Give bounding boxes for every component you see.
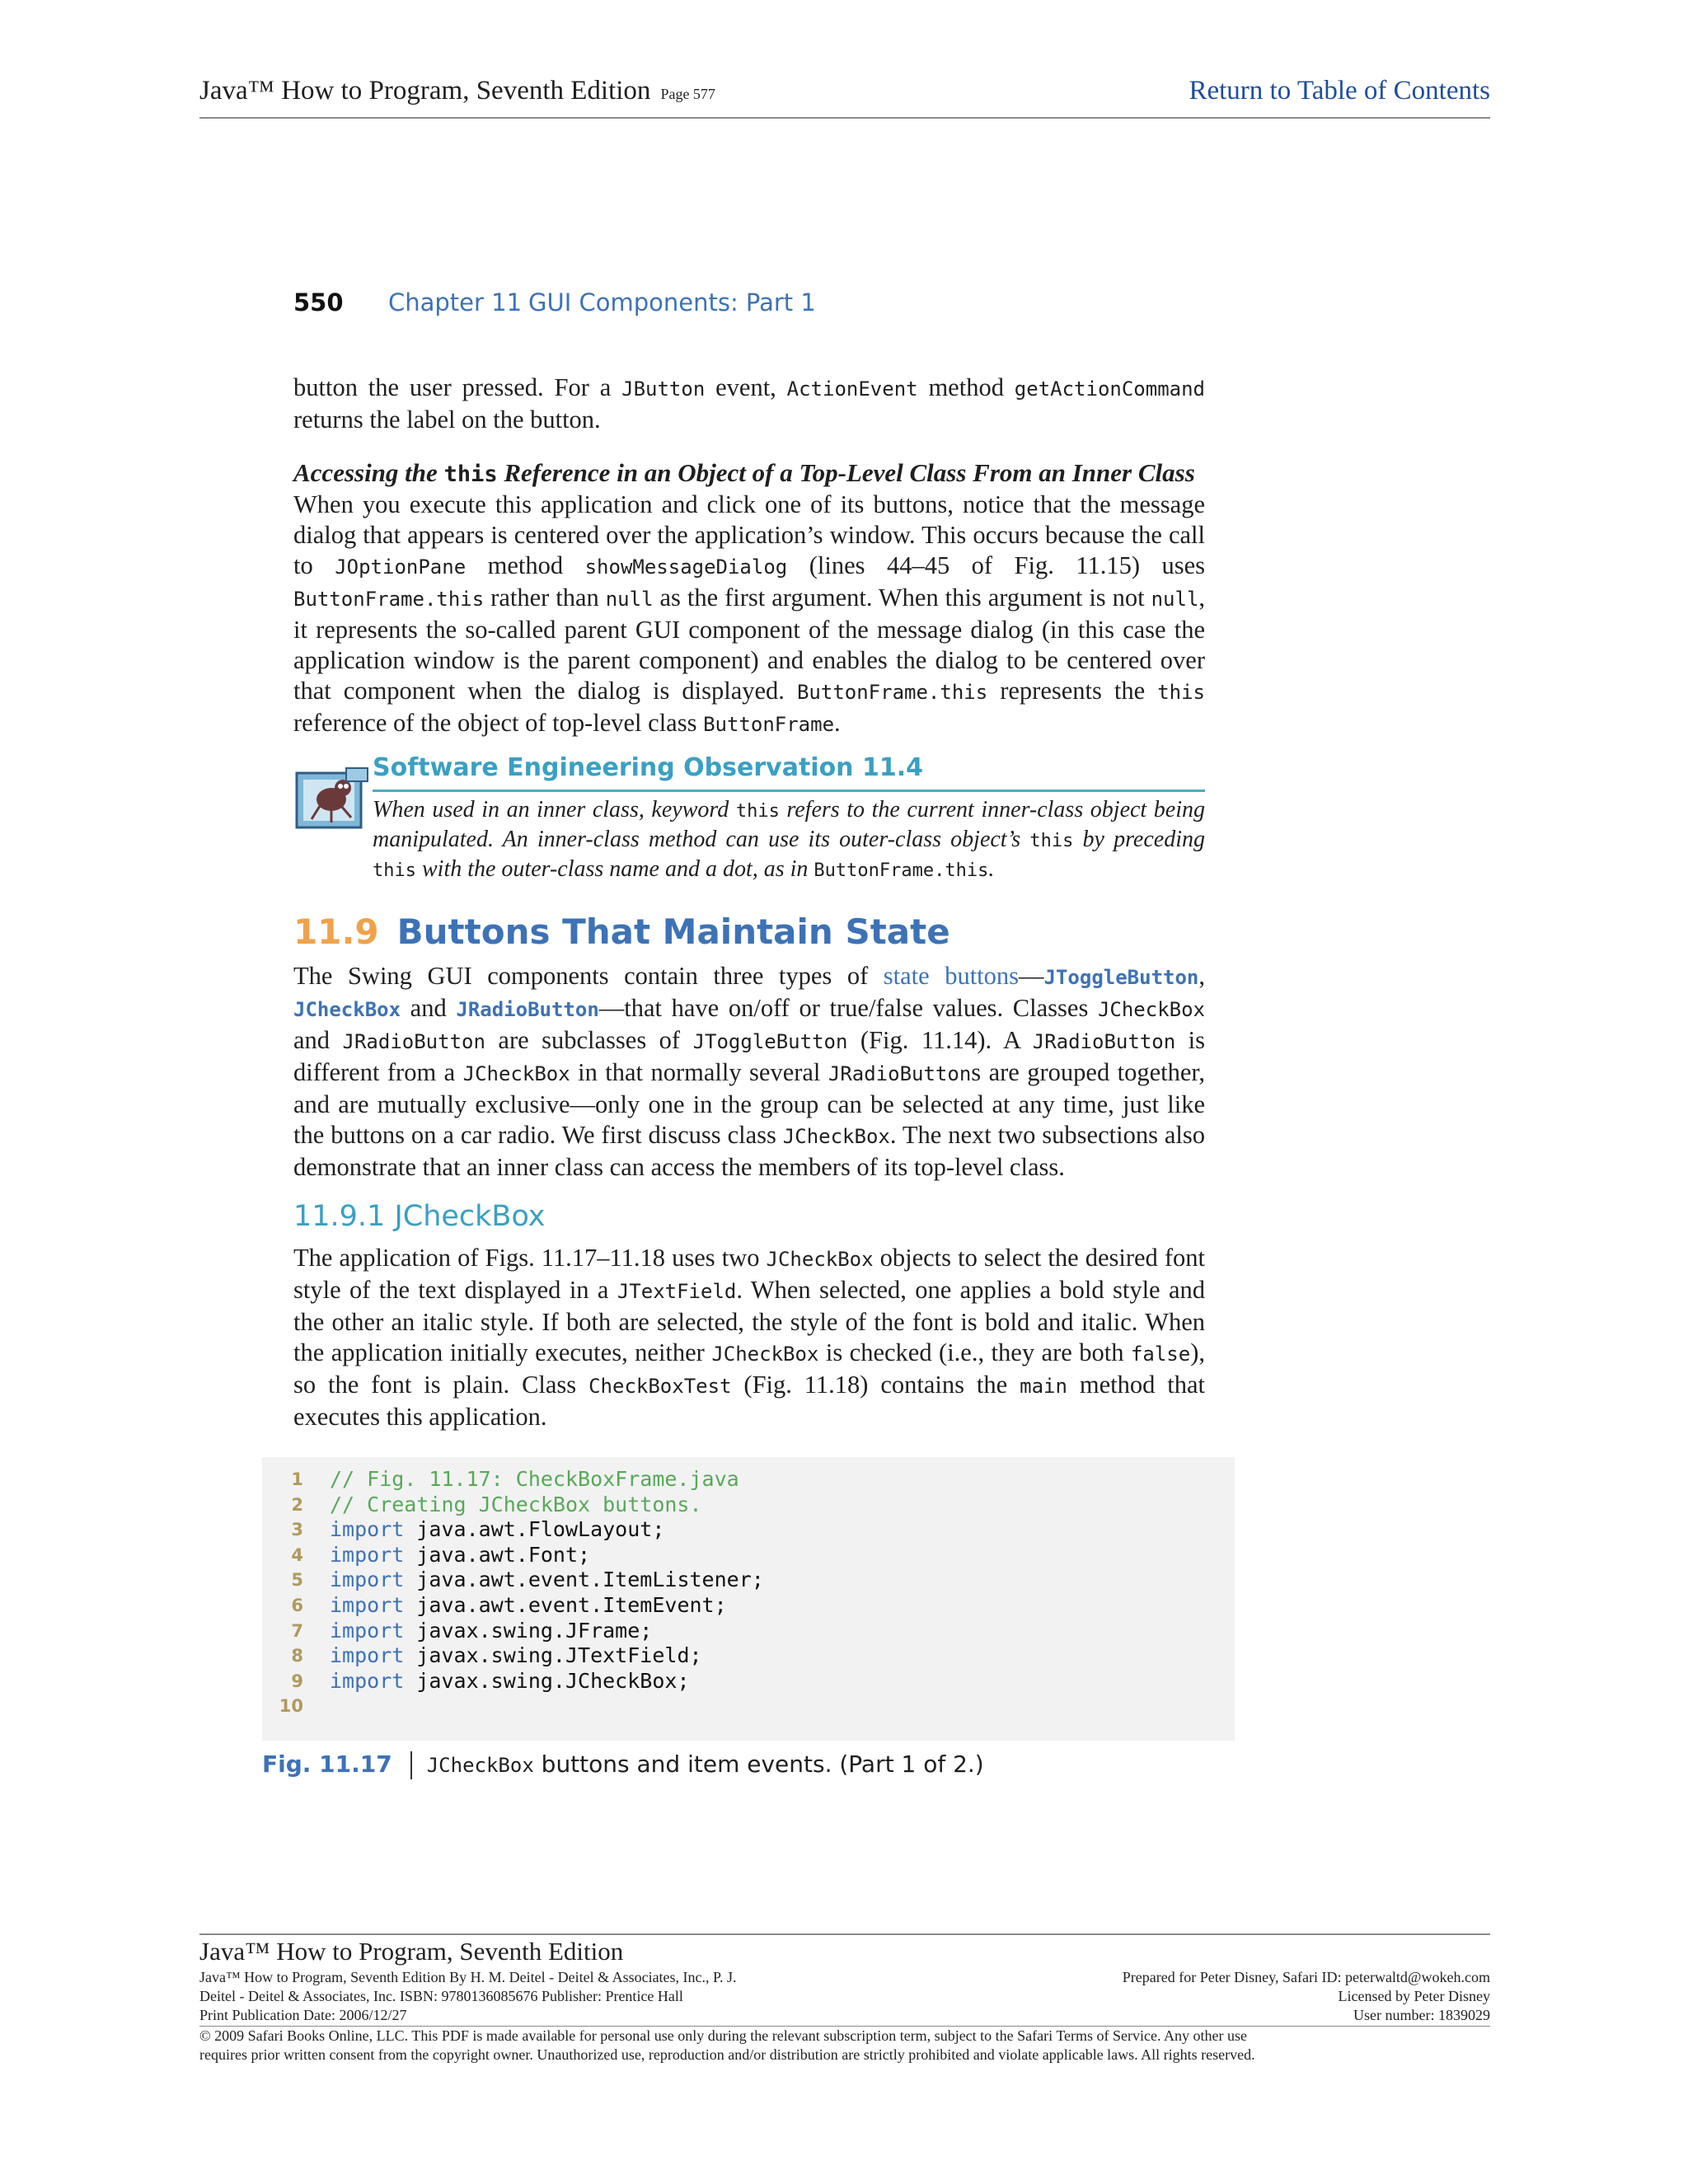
code-keyword: import (330, 1668, 405, 1693)
code-text (330, 1643, 702, 1668)
paragraph-this-reference: When you execute this application and click one of its buttons, notice that the message dialog that appears is centered over the application’s window. This occurs because the call to JOptionPane method showMessageDialog (lines 44–45 of Fig. 11.15) uses ButtonFrame.this rather than null as the first argument. When this argument is not null, it represents the so-called parent GUI component of the message dialog (in this case the application window is the parent component) and enables the dialog to be centered over that component when the dialog is displayed. ButtonFrame.this represents the this reference of the object of top-level class ButtonFrame. (293, 490, 1206, 737)
paragraph-state-buttons: The Swing GUI components contain three types of state buttons—JToggleButton, JCheckBox and JRadioButton—that have on/off or true/false values. Classes JCheckBox and JRadioButton are subclasses of JToggleButton (Fig. 11.14). A JRadioButton is different from a JCheckBox in that normally several JRadioButtons are grouped together, and are mutually exclusive—only one in the group can be selected at any time, just like the buttons on a car radio. We first discuss class JCheckBox. The next two subsections also demonstrate that an inner class can access the members of its top-level class. (293, 962, 1206, 1181)
footer-user-number: User number: 1839029 (1353, 2007, 1490, 2023)
code-line (262, 1643, 1235, 1668)
code-keyword: import (330, 1517, 405, 1542)
term-state-buttons: state buttons (883, 962, 1020, 990)
line-number: 8 (291, 1646, 303, 1666)
footer-licensed-by: Licensed by Peter Disney (1338, 1988, 1490, 2004)
table-of-contents-link[interactable]: Return to Table of Contents (1189, 76, 1490, 105)
code-line (262, 1593, 1235, 1618)
code-text (330, 1593, 727, 1618)
code-listing (262, 1457, 1235, 1741)
code-statement: javax.swing.JTextField; (404, 1643, 702, 1668)
observation-text: When used in an inner class, keyword this refers to the current inner-class object being manipulated. An inner-class method can use its outer-class object’s this by preceding this with the outer-class name and a dot, as in ButtonFrame.this. (373, 797, 1206, 882)
section-number: 11.9 (293, 912, 379, 952)
code-statement: java.awt.Font; (404, 1542, 591, 1567)
code-line (262, 1517, 1235, 1542)
code-statement: javax.swing.JFrame; (404, 1618, 653, 1643)
line-number: 10 (279, 1696, 303, 1717)
code-line (262, 1493, 1235, 1517)
caption-divider (410, 1751, 412, 1779)
figure-caption (262, 1750, 984, 1787)
code-line (262, 1568, 1235, 1592)
page-header (199, 76, 1490, 119)
observation-title: Software Engineering Observation 11.4 (373, 753, 1205, 792)
code-text (330, 1669, 690, 1694)
footer-publication-date: Print Publication Date: 2006/12/27 (199, 2007, 407, 2023)
section-title: Buttons That Maintain State (396, 912, 950, 952)
code-statement: javax.swing.JCheckBox; (404, 1668, 690, 1693)
code-line (262, 1543, 1235, 1568)
line-number: 6 (291, 1596, 303, 1615)
code-line (262, 1619, 1235, 1643)
subheading-this-reference: Accessing the this Reference in an Object of a Top-Level Class From an Inner Class (293, 458, 1195, 487)
subsection-heading: 11.9.1 JCheckBox (293, 1200, 546, 1233)
code-keyword: import (330, 1593, 405, 1617)
figure-label: Fig. 11.17 (262, 1750, 392, 1778)
code-keyword: import (330, 1643, 405, 1668)
figure-caption-text: buttons and item events. (Part 1 of 2.) (533, 1750, 984, 1778)
chapter-label: Chapter 11 (388, 288, 523, 316)
book-title (199, 76, 715, 106)
line-number: 7 (291, 1620, 303, 1641)
line-number: 2 (291, 1494, 303, 1515)
code-text (330, 1467, 739, 1492)
software-engineering-observation-icon (295, 765, 371, 839)
footer-copyright: © 2009 Safari Books Online, LLC. This PDF is made available for personal use only during the relevant subscription term, subject to the Safari Terms of Service. Any other use requires prior written consent from the copyright owner. Unauthorized use, reproduction and/or distribution are strictly prohibited and violate applicable laws. All rights reserved. (199, 2026, 1490, 2064)
code-statement: java.awt.event.ItemListener; (404, 1568, 764, 1592)
chapter-title: GUI Components: Part 1 (528, 288, 816, 316)
section-heading (293, 912, 950, 952)
footer-title: Java™ How to Program, Seventh Edition (199, 1937, 624, 1966)
book-title-text: Java™ How to Program, Seventh Edition (199, 76, 651, 105)
paragraph-jcheckbox: The application of Figs. 11.17–11.18 uses two JCheckBox objects to select the desired font style of the text displayed in a JTextField. When selected, one applies a bold style and the other an italic style. If both are selected, the style of the font is bold and italic. When the application initially executes, neither JCheckBox is checked (i.e., they are both false), so the font is plain. Class CheckBoxTest (Fig. 11.18) contains the main method that executes this application. (293, 1244, 1205, 1431)
code-statement: java.awt.event.ItemEvent; (404, 1593, 727, 1617)
code-keyword: import (330, 1542, 405, 1567)
code-text (330, 1568, 764, 1592)
page-footer (199, 1933, 1490, 2064)
line-number: 4 (291, 1544, 303, 1565)
code-line (262, 1669, 1235, 1694)
line-number: 9 (291, 1671, 303, 1691)
code-text (330, 1493, 702, 1517)
figure-caption-code: JCheckBox (426, 1754, 534, 1777)
code-text (330, 1517, 664, 1542)
code-keyword: import (330, 1568, 405, 1592)
code-statement: java.awt.FlowLayout; (404, 1517, 665, 1542)
footer-book-info: Java™ How to Program, Seventh Edition By H. M. Deitel - Deitel & Associates, Inc., P. J. (199, 1969, 737, 1985)
code-text (330, 1619, 652, 1643)
code-comment: // Creating JCheckBox buttons. (330, 1492, 702, 1516)
line-number: 1 (291, 1469, 303, 1489)
code-line (262, 1694, 1235, 1718)
line-number: 5 (291, 1570, 303, 1591)
code-keyword: import (330, 1618, 405, 1643)
page-number: 550 (293, 288, 344, 316)
paragraph-action-command: button the user pressed. For a JButton event, ActionEvent method getActionCommand returns the label on the button. (293, 373, 1205, 434)
footer-isbn: Deitel - Deitel & Associates, Inc. ISBN: 9780136085676 Publisher: Prentice Hall (199, 1988, 683, 2004)
page-label: Page 577 (660, 86, 715, 102)
running-head (293, 288, 1208, 325)
code-comment: // Fig. 11.17: CheckBoxFrame.java (330, 1467, 739, 1491)
line-number: 3 (291, 1520, 303, 1540)
footer-prepared-for: Prepared for Peter Disney, Safari ID: peterwaltd@wokeh.com (1122, 1969, 1490, 1985)
code-text (330, 1543, 590, 1568)
code-line (262, 1467, 1235, 1492)
